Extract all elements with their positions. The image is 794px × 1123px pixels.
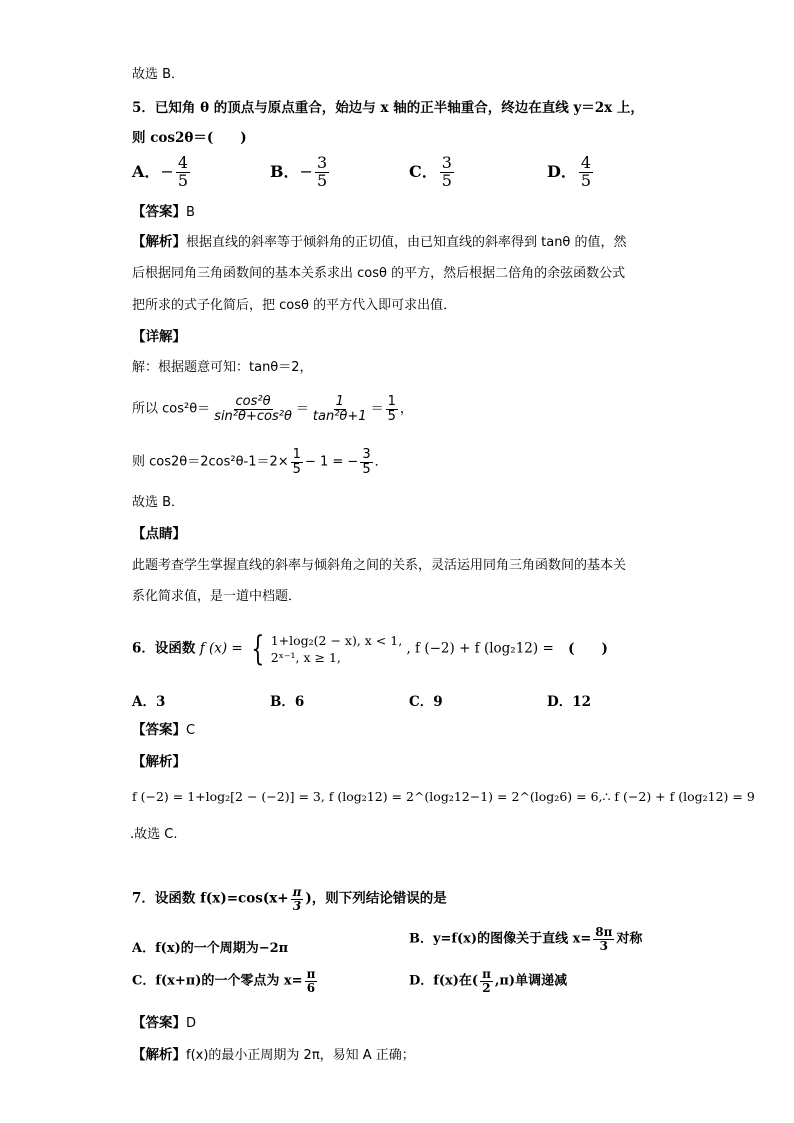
q5-comment-tag: 【点睛】: [132, 526, 186, 542]
q5-stem-line2: 则 cos2θ＝( ): [132, 130, 247, 146]
q5-detail-line2: 所以 cos²θ＝ $\frac{\text{cos²θ}}{\text{sin²θ+cos²θ}}$ ＝ $\frac{1}{\text{tan²θ+1}}$ ＝ $\frac{1}{5}$ ，: [132, 394, 413, 424]
q7-option-d: D．f(x)在( $\frac{\pi}{2}$ ,π)单调递减: [409, 967, 568, 995]
q5-detail-line3: 则 cos2θ＝2cos²θ-1＝2× $\frac{1}{5}$ − 1 = − $\frac{3}{5}$ ．: [132, 447, 388, 477]
q6-analysis-tag: 【解析】: [132, 754, 186, 770]
q5-analysis-line1: 【解析】根据直线的斜率等于倾斜角的正切值，由已知直线的斜率得到 tanθ 的值，然: [132, 234, 627, 250]
q7-option-c: C．f(x+π)的一个零点为 x= $\frac{\pi}{6}$: [132, 967, 316, 995]
q5-option-c: C． $\frac{3}{5}$: [409, 153, 452, 190]
q7-stem: 7．设函数 f(x)=cos(x+ $\frac{\pi}{3}$ )，则下列结论错误的是: [132, 885, 447, 913]
q5-analysis-line3: 把所求的式子化简后，把 cosθ 的平方代入即可求出值．: [132, 298, 457, 313]
q7-option-b: B．y=f(x)的图像关于直线 x= $\frac{8\pi}{3}$ 对称: [409, 925, 643, 953]
q6-stem: 6．设函数 f (x) = { 1+log₂(2 − x), x < 1, 2ˣ⁻¹, x ≥ 1, , f (−2) + f (log₂12) = ( ): [132, 629, 608, 669]
q6-option-d: D．12: [547, 694, 591, 710]
q6-answer: 【答案】C: [132, 722, 196, 738]
q5-comment-line1: 此题考查学生掌握直线的斜率与倾斜角之间的关系，灵活运用同角三角函数间的基本关: [132, 558, 627, 573]
q6-conclusion: .故选 C.: [130, 827, 178, 842]
q5-analysis-line2: 后根据同角三角函数间的基本关系求出 cosθ 的平方，然后根据二倍角的余弦函数公式: [132, 266, 626, 281]
q6-option-b: B．6: [270, 694, 305, 710]
q5-option-d: D． $\frac{4}{5}$: [547, 153, 592, 190]
q6-piecewise: [247, 629, 403, 669]
q5-option-a: A．− $\frac{4}{5}$: [132, 153, 189, 190]
q5-conclusion: 故选 B．: [132, 495, 185, 510]
q5-answer: 【答案】B: [132, 204, 195, 220]
q6-option-a: A．3: [132, 694, 166, 710]
q6-option-c: C．9: [409, 694, 443, 710]
brace-icon: {: [251, 629, 265, 669]
q5-stem-line1: 5．已知角 θ 的顶点与原点重合，始边与 x 轴的正半轴重合，终边在直线 y＝2x 上，: [132, 100, 644, 116]
q7-option-a: A．f(x)的一个周期为−2π: [132, 941, 289, 956]
q6-case1: 1+log₂(2 − x), x < 1,: [270, 633, 403, 648]
prev-conclusion: 故选 B．: [132, 67, 185, 82]
q7-analysis-line1: 【解析】f(x)的最小正周期为 2π，易知 A 正确；: [132, 1047, 415, 1063]
q7-answer: 【答案】D: [132, 1015, 197, 1031]
q5-detail-tag: 【详解】: [132, 329, 186, 345]
q5-detail-line1: 解：根据题意可知：tanθ＝2，: [132, 360, 313, 375]
q6-formula: f (−2) = 1+log₂[2 − (−2)] = 3, f (log₂12) = 2^(log₂12−1) = 2^(log₂6) = 6,∴ f (−2) + f (log₂12) = 9: [132, 789, 755, 804]
q5-option-b: B．− $\frac{3}{5}$: [270, 153, 328, 190]
q5-comment-line2: 系化简求值，是一道中档题．: [132, 589, 302, 604]
q6-case2: 2ˣ⁻¹, x ≥ 1,: [270, 650, 341, 665]
